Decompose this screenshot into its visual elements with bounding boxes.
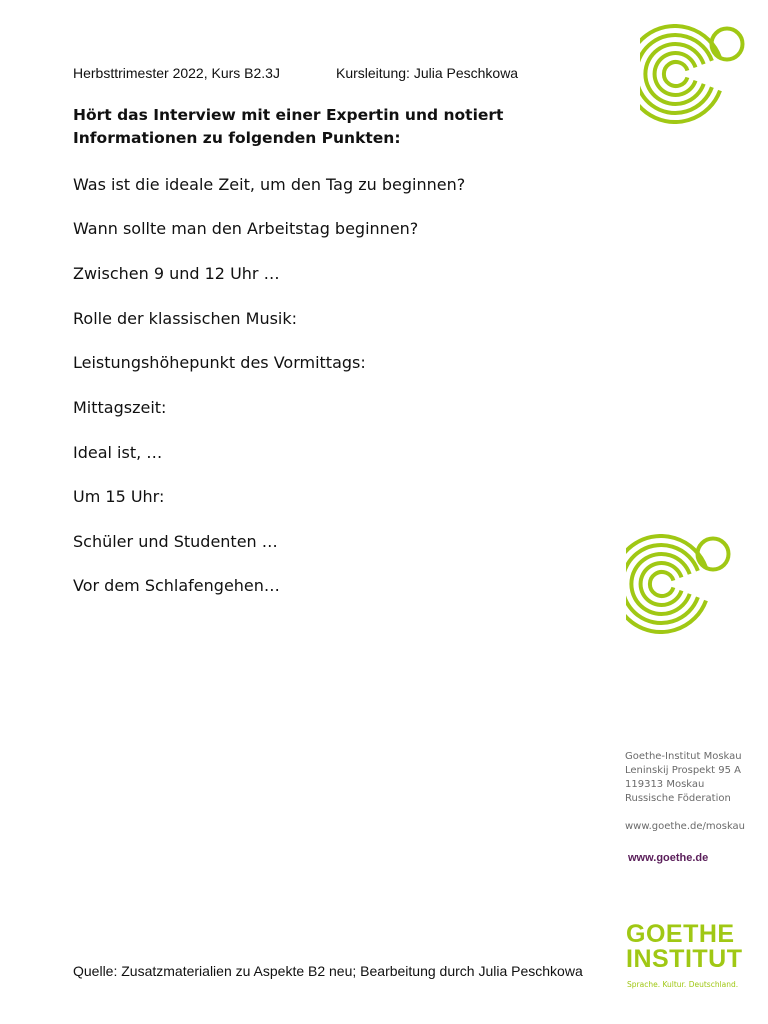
address-line: Russische Föderation [625,793,731,804]
website-link[interactable]: www.goethe.de [628,852,709,864]
address-line: Goethe-Institut Moskau [625,751,742,762]
brand-line: INSTITUT [626,945,743,973]
goethe-logo-icon [640,24,750,124]
list-item: Ideal ist, … [73,443,163,462]
header-term: Herbsttrimester 2022, Kurs B2.3J [73,65,280,81]
task-title: Hört das Interview mit einer Expertin und notiert Informationen zu folgenden Punkten: [73,106,504,147]
brand-tagline: Sprache. Kultur. Deutschland. [627,980,739,989]
address-line: 119313 Moskau [625,779,705,790]
address-block [625,750,745,834]
list-item: Wann sollte man den Arbeitstag beginnen? [73,219,419,238]
source-footer: Quelle: Zusatzmaterialien zu Aspekte B2 neu; Bearbeitung durch Julia Peschkowa [73,963,583,979]
address-line: Leninskij Prospekt 95 A [625,765,741,776]
list-item: Rolle der klassischen Musik: [73,309,298,328]
brand-line: GOETHE [626,920,735,948]
list-item: Was ist die ideale Zeit, um den Tag zu beginnen? [73,175,466,194]
list-item: Schüler und Studenten … [73,532,278,551]
list-item: Leistungshöhepunkt des Vormittags: [73,353,366,372]
list-item: Vor dem Schlafengehen… [73,576,280,595]
brand-wordmark [626,922,743,972]
goethe-logo-icon [626,534,736,634]
list-item: Zwischen 9 und 12 Uhr … [73,264,280,283]
list-item: Mittagszeit: [73,398,167,417]
address-url: www.goethe.de/moskau [625,821,746,832]
list-item: Um 15 Uhr: [73,487,165,506]
header-teacher: Kursleitung: Julia Peschkowa [336,65,519,81]
